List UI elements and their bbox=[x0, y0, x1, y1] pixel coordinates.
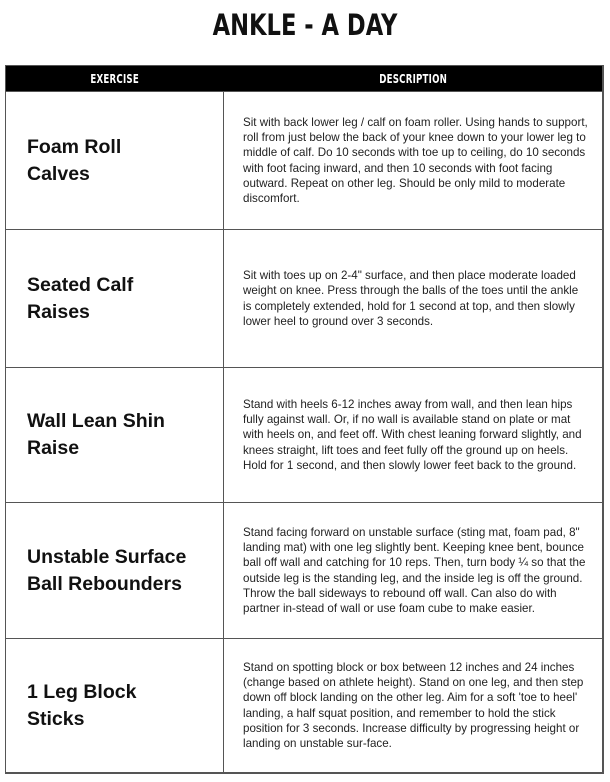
column-header-description bbox=[224, 66, 602, 91]
exercise-name: Unstable Surface Ball Rebounders bbox=[6, 503, 224, 638]
exercise-name: Wall Lean Shin Raise bbox=[6, 368, 224, 502]
column-header-exercise bbox=[6, 66, 224, 91]
table-row bbox=[6, 638, 602, 772]
table-row bbox=[6, 91, 602, 229]
column-header-label: EXERCISE bbox=[90, 71, 140, 86]
exercise-description: Sit with toes up on 2-4" surface, and then place moderate loaded weight on knee. Press through the balls of the toes until the ankle is completely extended, hold for 1 second at top, and then slowly lower heel to ground over 3 seconds. bbox=[243, 268, 579, 328]
exercise-description: Sit with back lower leg / calf on foam roller. Using hands to support, roll from just below the back of your knee down to your lower leg to middle of calf. Do 10 seconds with toe up to ceiling, do 10 seconds with foot facing inward, and then 10 seconds with foot facing outward. Repeat on other leg. Should be only mild to moderate discomfort. bbox=[243, 115, 588, 206]
exercise-name: Seated Calf Raises bbox=[6, 230, 224, 367]
page-title: ANKLE - A DAY bbox=[212, 8, 398, 42]
table-row bbox=[6, 367, 602, 502]
table-row bbox=[6, 229, 602, 367]
exercise-description: Stand on spotting block or box between 12 inches and 24 inches (change based on athlete height). Stand on one leg, and then step down off block landing on the other leg. Aim for a soft 'toe to heel' landing, a half squat position, and remember to hold the stick position for 3 seconds. Increase difficulty by progressing height or landing on unstable sur-face. bbox=[243, 660, 584, 751]
exercise-table bbox=[5, 65, 604, 774]
table-header bbox=[6, 66, 602, 91]
table-row bbox=[6, 502, 602, 638]
exercise-description: Stand with heels 6-12 inches away from wall, and then lean hips fully against wall. Or, if no wall is available stand on plate or mat with heels on, and feet off. With chest leaning forward slightly, and knees straight, lift toes and feet fully off the ground up on heels. Hold for 1 second, and then slowly lower feet back to the ground. bbox=[243, 397, 582, 472]
column-header-label: DESCRIPTION bbox=[379, 71, 447, 86]
exercise-name: 1 Leg Block Sticks bbox=[6, 639, 224, 772]
exercise-description: Stand facing forward on unstable surface (sting mat, foam pad, 8" landing mat) with one leg slightly bent. Keeping knee bent, bounce ball off wall and catching for 10 reps. Then, turn body ¼ so that the outside leg is the standing leg, and the inside leg is off the ground. Throw the ball sideways to rebound off wall. Can also do with partner in-stead of wall or use foam cube to make easier. bbox=[243, 525, 586, 616]
exercise-name: Foam Roll Calves bbox=[6, 92, 224, 229]
